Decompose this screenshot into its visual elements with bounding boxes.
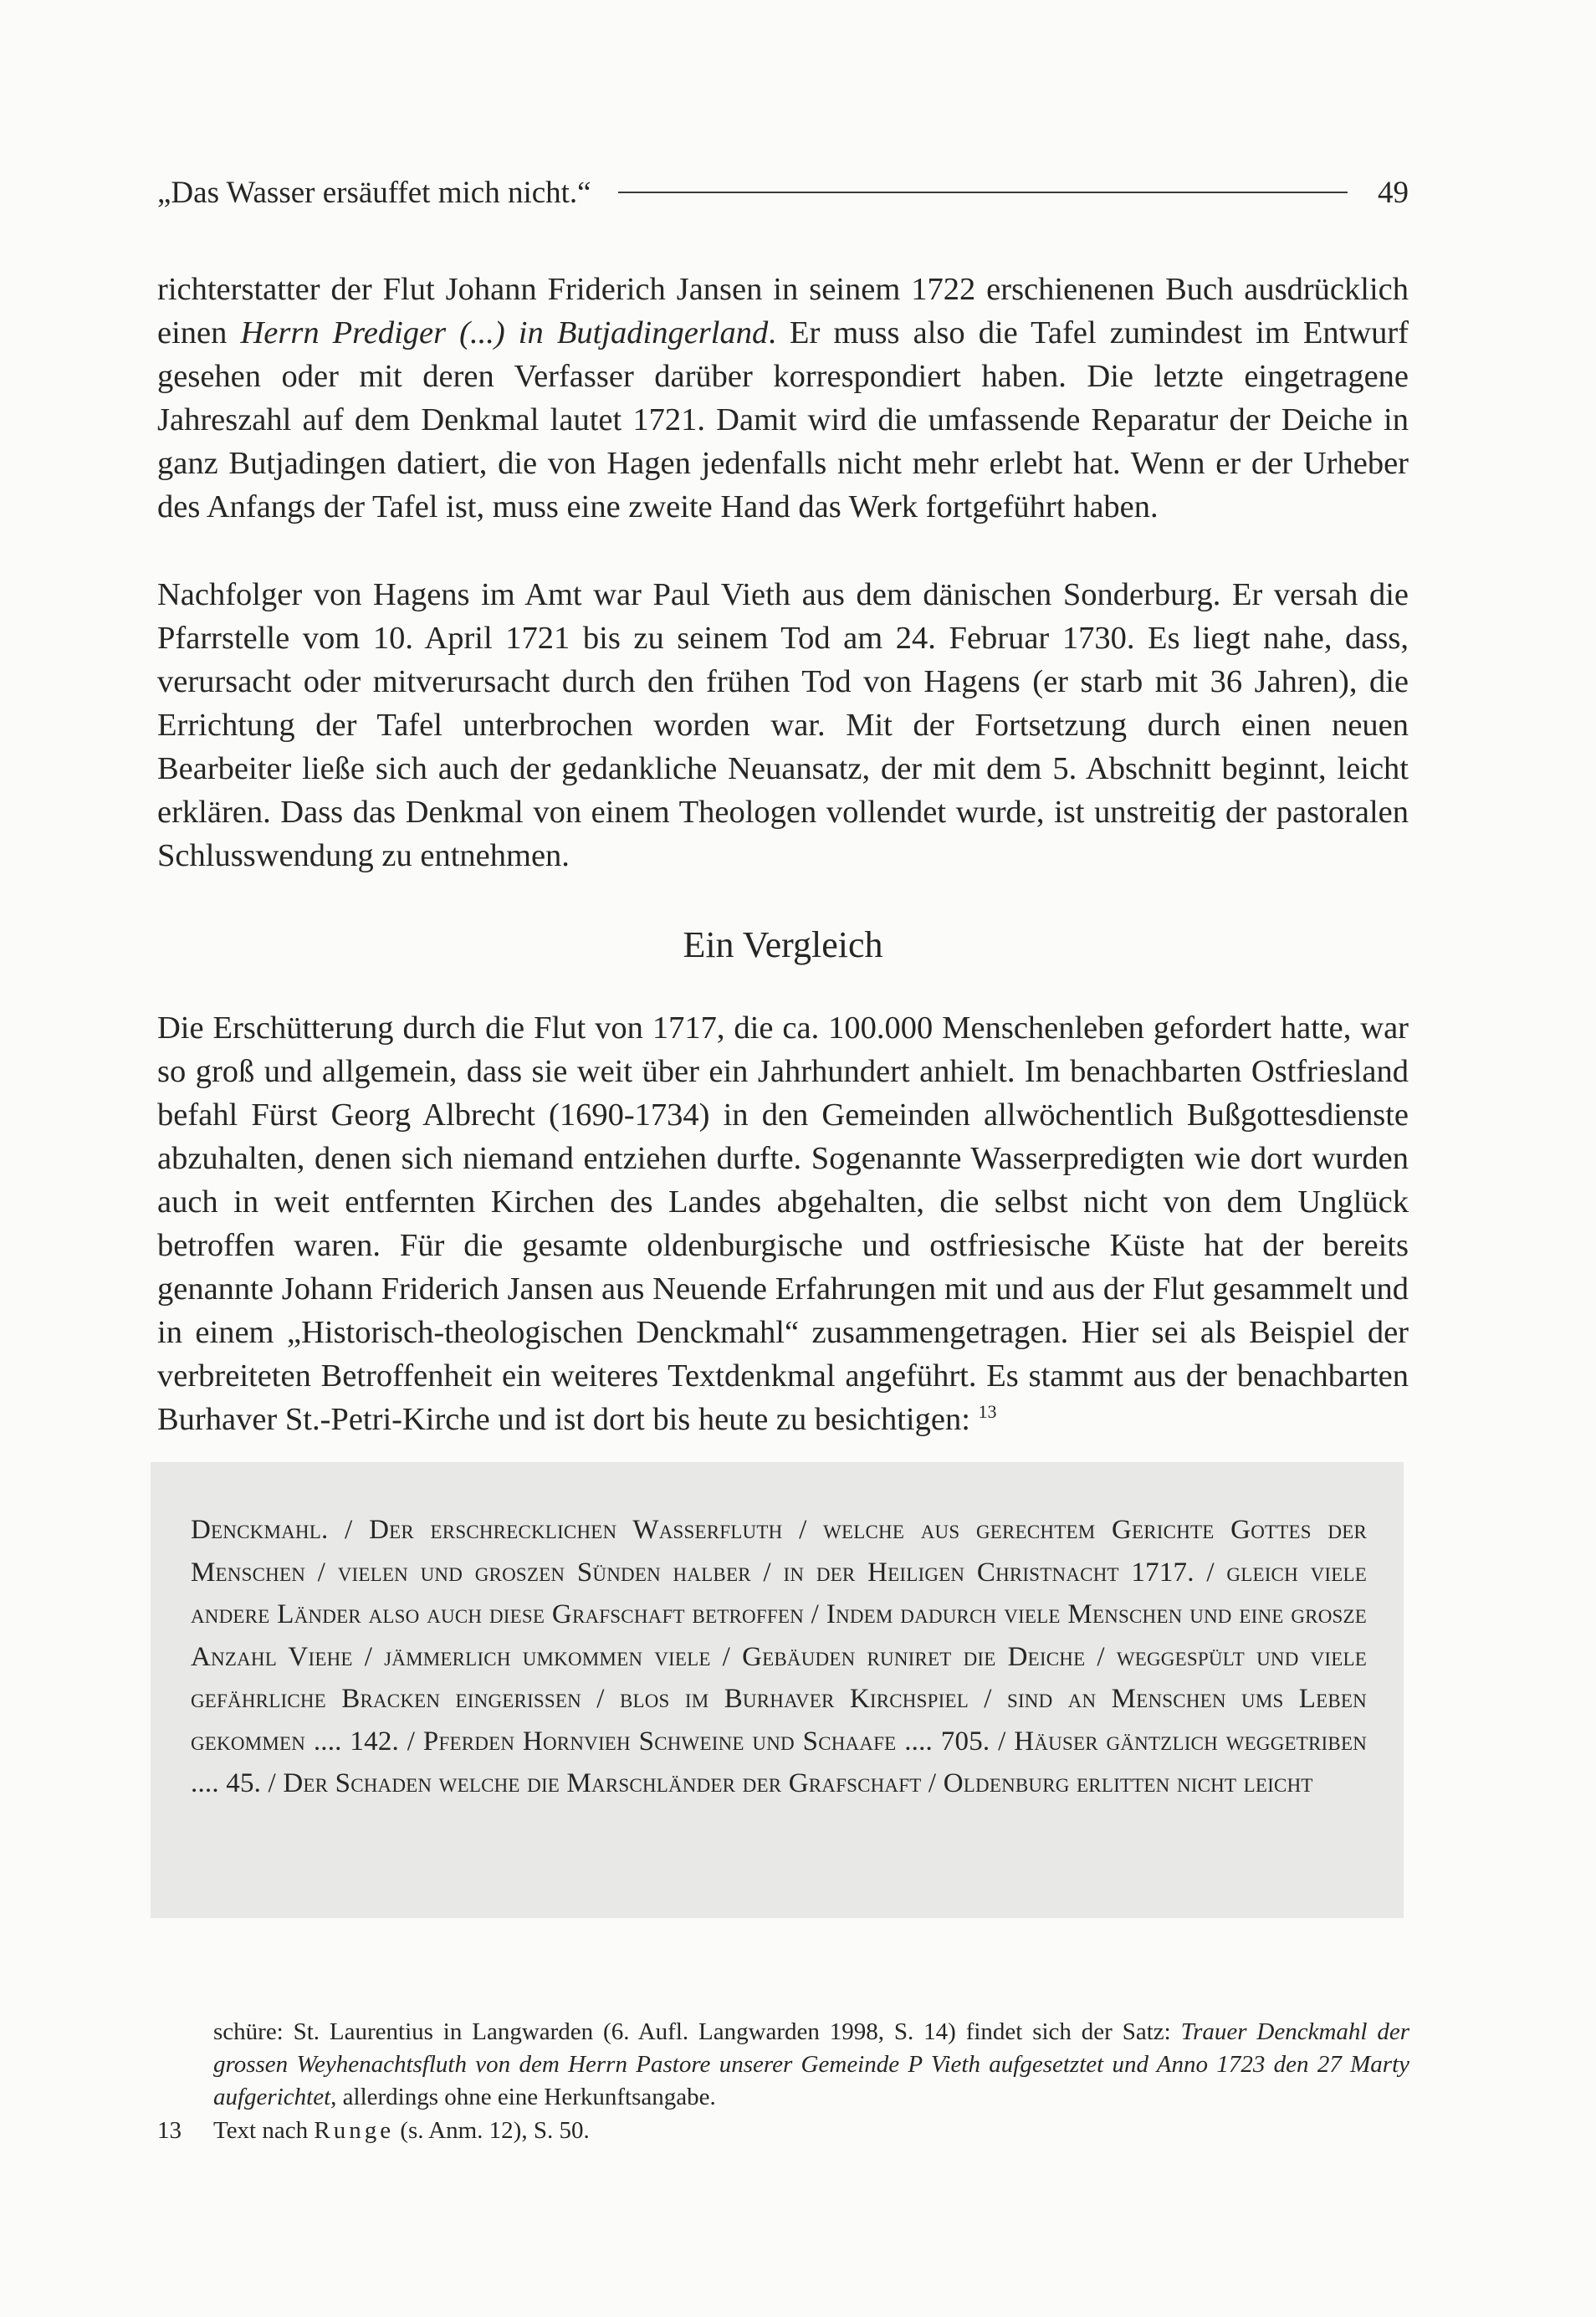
footnote-continuation-text-a: schüre: St. Laurentius in Langwarden (6. Aufl. Langwarden 1998, S. 14) findet sich der Satz: (213, 2018, 1181, 2045)
paragraph-3-text: Die Erschütterung durch die Flut von 1717, die ca. 100.000 Menschenleben gefordert hatte, war so groß und allgemein, dass sie weit über ein Jahrhundert anhielt. Im benachbarten Ostfriesland befahl Fürst Georg Albrecht (1690-1734) in den Gemeinden allwöchentlich Bußgottesdienste abzuhalten, denen sich niemand entziehen durfte. Sogenannte Wasserpredigten wie dort wurden auch in weit entfernten Kirchen des Landes abgehalten, die selbst nicht von dem Unglück betroffen waren. Für die gesamte oldenburgische und ostfriesische Küste hat der bereits genannte Johann Friderich Jansen aus Neuende Erfahrungen mit und aus der Flut gesammelt und in einem „Historisch-theologischen Denckmahl“ zusammengetragen. Hier sei als Beispiel der verbreiteten Betroffenheit ein weiteres Textdenkmal angeführt. Es stammt aus der benachbarten Burhaver St.-Petri-Kirche und ist dort bis heute zu besichtigen: (157, 1010, 1409, 1437)
paragraph-1-quote: Herrn Prediger (...) in Butjadingerland (240, 315, 769, 350)
paragraph-2: Nachfolger von Hagens im Amt war Paul Vieth aus dem dänischen Sonderburg. Er versah die Pfarrstelle vom 10. April 1721 bis zu seinem Tod am 24. Februar 1730. Es liegt nahe, dass, verursacht oder mitverursacht durch den frühen Tod von Hagens (er starb mit 36 Jahren), die Errichtung der Tafel unterbrochen worden war. Mit der Fortsetzung durch einen neuen Bearbeiter ließe sich auch der gedankliche Neuansatz, der mit dem 5. Abschnitt beginnt, leicht erklären. Dass das Denkmal von einem Theologen vollendet wurde, ist unstreitig der pastoralen Schlusswendung zu entnehmen. (157, 577, 1409, 873)
footnote-13-text-a: Text nach (213, 2117, 315, 2144)
footnote-continuation-text-b: , allerdings ohne eine Herkunftsangabe. (330, 2084, 716, 2110)
header-rule (618, 192, 1348, 193)
inscription-box (151, 1462, 1404, 1918)
footnote-13 (157, 2115, 1409, 2147)
section-heading: Ein Vergleich (683, 924, 883, 965)
footnote-ref-13[interactable]: 13 (978, 1401, 997, 1422)
paragraph-3 (157, 1006, 1409, 1441)
footnote-continuation-quote: Trauer Denckmahl der grossen Weyhenachtsfluth von dem Herrn Pastore unserer Gemeinde P Vieth aufgesetztet und Anno 1723 den 27 Marty aufgerichtet (213, 2018, 1410, 2110)
page-number: 49 (1378, 175, 1409, 210)
running-title: „Das Wasser ersäuffet mich nicht.“ (157, 175, 591, 210)
footnote-13-author: Runge (314, 2117, 395, 2144)
paragraph-1-text-b: . Er muss also die Tafel zumindest im Entwurf gesehen oder mit deren Verfasser darüber korrespondiert haben. Die letzte eingetragene Jahreszahl auf dem Denkmal lautet 1721. Damit wird die umfassende Reparatur der Deiche in ganz Butjadingen datiert, die von Hagen jedenfalls nicht mehr erlebt hat. Wenn er der Urheber des Anfangs der Tafel ist, muss eine zweite Hand das Werk fortgeführt haben. (157, 315, 1409, 524)
inscription-text: Denckmahl. / Der erschrecklichen Wasserfluth / welche aus gerechtem Gerichte Gottes der Menschen / vielen und groszen Sünden halber / in der Heiligen Christnacht 1717. / gleich viele andere Länder also auch diese Grafschaft betroffen / Indem dadurch viele Menschen und eine grosze Anzahl Viehe / jämmerlich umkommen viele / Gebäuden runiret die Deiche / weggespült und viele gefährliche Bracken eingerissen / blos im Burhaver Kirchspiel / sind an Menschen ums Leben gekommen .... 142. / Pferden Hornvieh Schweine und Schaafe .... 705. / Häuser gäntzlich weggetriben .... 45. / Der Schaden welche die Marschländer der Grafschaft / Oldenburg erlitten nicht leicht (191, 1515, 1367, 1798)
footnote-13-number: 13 (157, 2117, 182, 2144)
paragraph-1 (157, 268, 1409, 529)
running-header (157, 171, 1409, 213)
footnote-13-text-b: (s. Anm. 12), S. 50. (394, 2117, 590, 2144)
footnote-continuation (213, 2016, 1409, 2114)
paragraph-1-text-a: richterstatter der Flut Johann Friderich Jansen in seinem 1722 erschienenen Buch ausdrücklich einen (157, 272, 1409, 350)
